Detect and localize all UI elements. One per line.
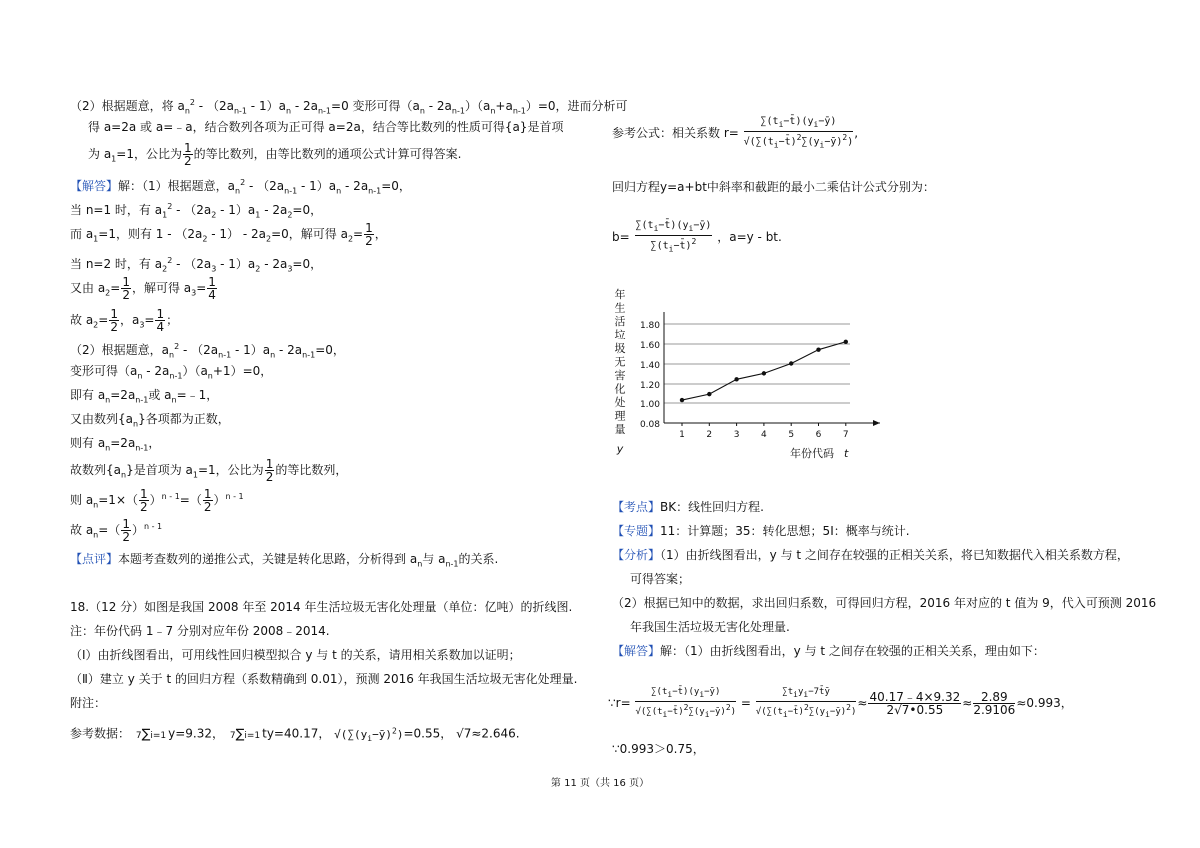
answer-line-9: 即有 $a_n=2a_{n-1}$或 $a_n=﹣1$，	[70, 388, 219, 405]
regression-line: 回归方程y=a+bt中斜率和截距的最小二乘估计公式分别为：	[612, 180, 935, 194]
fenxi-tag: 【分析】	[612, 548, 661, 562]
data-point	[680, 398, 684, 402]
y-axis-title-char: 年	[614, 288, 626, 301]
correlation-calculation: ∵r= $\frac{\sum(t_i-t̄)(y_i-ȳ)}{√(\sum(t_i-t̄)^2\sum(y_i-ȳ)^2)}$ = $\frac{\sum t_iy_i-7t̄ȳ}{√(\sum(t_i-t̄)^2\sum(y_i-ȳ)^2)}$ ≈ $\frac{40.17﹣4\times 9.32}{2√7•0.55}$ ≈ $\frac{2.89}{2.9106}$ ≈0.993，	[608, 687, 1073, 719]
data-point	[844, 340, 848, 344]
answer-line-5: 又由 $a_2=$ $\frac{1}{2}$ ，解可得 $a_3=$ $\frac{1}{4}$	[70, 275, 216, 302]
y-tick-label: 0.08	[639, 420, 660, 430]
x-tick-label: 5	[788, 430, 795, 440]
answer-tag: 【解答】	[70, 179, 119, 193]
x-tick-label: 7	[842, 430, 849, 440]
x-tick-label: 6	[815, 430, 822, 440]
answer-line-10: 又由数列$\{a_n\}$各项都为正数，	[70, 412, 230, 429]
y-axis-title-char: 化	[614, 382, 626, 396]
y-axis-title-char: 圾	[614, 342, 626, 355]
answer-line-2: 当 n=1 时，有 $a_1^2 - (2a_2 - 1)a_1 - 2a_2=0$，	[70, 202, 323, 220]
line-chart	[612, 286, 902, 464]
answer-line-11: 则有 $a_n=2a_{n-1}$，	[70, 436, 161, 453]
zhuanti-line: 【专题】11：计算题；35：转化思想；5I：概率与统计.	[612, 524, 910, 538]
y-axis-title-char: 害	[614, 369, 626, 382]
y-axis-title-char: 处	[614, 396, 626, 409]
kaodian-tag: 【考点】	[612, 500, 661, 514]
y-tick-label: 1.80	[639, 321, 660, 331]
data-point	[816, 347, 820, 351]
question-part-1: （Ⅰ）由折线图看出，可用线性回归模型拟合 y 与 t 的关系，请用相关系数加以证明；	[70, 648, 521, 662]
answer-line-6: 故 $a_2=$ $\frac{1}{2}$ ，$a_3=$ $\frac{1}{4}$ ；	[70, 307, 179, 334]
answer-line-14: 故 $a_n=$（ $\frac{1}{2}$ ）$^{n - 1}$	[70, 517, 163, 544]
y-axis-title-char: 活	[614, 315, 626, 328]
x-tick-label: 4	[761, 430, 767, 440]
question-note: 注：年份代码 1﹣7 分别对应年份 2008﹣2014.	[70, 624, 330, 638]
analysis-line-1: （2）根据题意，将 $a_n^2 - (2a_{n-1} - 1)a_n - 2a_{n-1}=0$ 变形可得$(a_n - 2a_{n-1})(a_n+a_{n-1})=0$，进而分析可	[70, 98, 628, 116]
x-tick-label: 2	[706, 430, 713, 440]
kaodian-line: 【考点】BK：线性回归方程.	[612, 500, 764, 514]
analysis-line-3: 为 $a_1=1$，公比为 $\frac{1}{2}$ 的等比数列，由等比数列的通项公式计算可得答案.	[88, 141, 462, 168]
answer-line-3: 而 $a_1=1$，则有 $1 - (2a_2 - 1) - 2a_2=0$，解可得 $a_2=$ $\frac{1}{2}$ ，	[70, 221, 387, 248]
y-tick-label: 1.20	[639, 381, 660, 391]
series-line	[682, 342, 846, 400]
question-18: 18.（12 分）如图是我国 2008 年至 2014 年生活垃圾无害化处理量（单位：亿吨）的折线图.	[70, 600, 573, 614]
regression-coefficients: b= $\frac{\sum(t_i-t̄)(y_i-ȳ)}{\sum(t_i-t̄)^2}$ ，a=y - bt.	[612, 220, 782, 254]
y-axis-title-char: 垃	[614, 328, 626, 342]
data-point	[789, 361, 793, 365]
data-point	[707, 392, 711, 396]
comment-line: 【点评】本题考查数列的递推公式，关键是转化思路，分析得到 $a_n$与 $a_{n-1}$的关系.	[70, 552, 499, 569]
x-axis-variable: t	[844, 447, 849, 460]
answer-line-1: 【解答】解：（1）根据题意，$a_n^2 - (2a_{n-1} - 1)a_n - 2a_{n-1}=0$，	[70, 178, 411, 196]
y-axis-title-char: 无	[614, 355, 626, 369]
fenxi-line-1: 【分析】（1）由折线图看出，y 与 t 之间存在较强的正相关关系，将已知数据代入相关系数方程，	[612, 548, 1129, 562]
reference-formula: 参考公式：相关系数 r= $\frac{\sum(t_i-t̄)(y_i-ȳ)}{√(\sum(t_i-t̄)^2\sum(y_i-ȳ)^2)}$ ,	[612, 116, 859, 150]
y-axis-variable: y	[616, 442, 624, 456]
answer-line-8: 变形可得$(a_n - 2a_{n-1})(a_n+1)=0$，	[70, 364, 273, 381]
y-tick-label: 1.40	[639, 361, 660, 371]
analysis-line-2: 得 a=2a 或 a=﹣a，结合数列各项为正可得 a=2a，结合等比数列的性质可得{a}是首项	[88, 120, 564, 134]
page-footer: 第 11 页（共 16 页）	[550, 778, 650, 789]
y-tick-label: 1.00	[639, 400, 660, 410]
data-point	[762, 371, 766, 375]
y-axis-title-char: 量	[614, 423, 626, 436]
appendix-label: 附注：	[70, 696, 107, 710]
comment-tag: 【点评】	[70, 552, 119, 566]
fenxi-line-3: （2）根据已知中的数据，求出回归系数，可得回归方程，2016 年对应的 t 值为 9，代入可预测 2016	[612, 596, 1157, 610]
x-tick-label: 1	[679, 430, 685, 440]
y-tick-label: 1.60	[639, 341, 660, 351]
fenxi-line-2: 可得答案；	[630, 572, 691, 586]
jieda-tag: 【解答】	[612, 644, 661, 658]
answer-line-13: 则 $a_n=1\times$（ $\frac{1}{2}$ ）$^{n - 1}$=（ $\frac{1}{2}$ ）$^{n - 1}$	[70, 487, 244, 514]
x-tick-label: 3	[733, 430, 740, 440]
answer-line-12: 故数列$\{a_n\}$是首项为 $a_1=1$，公比为 $\frac{1}{2}$ 的等比数列，	[70, 457, 348, 484]
data-point	[734, 377, 738, 381]
y-axis-title-char: 生	[614, 301, 626, 315]
question-part-2: （Ⅱ）建立 y 关于 t 的回归方程（系数精确到 0.01），预测 2016 年我国生活垃圾无害化处理量.	[70, 672, 578, 686]
zhuanti-tag: 【专题】	[612, 524, 661, 538]
answer-line-7: （2）根据题意，$a_n^2 - (2a_{n-1} - 1)a_n - 2a_{n-1}=0$，	[70, 342, 345, 360]
answer-line-4: 当 n=2 时，有 $a_2^2 - (2a_3 - 1)a_2 - 2a_3=0$，	[70, 256, 323, 274]
y-axis-title-char: 理	[614, 409, 626, 423]
x-axis-arrow	[873, 420, 880, 426]
fenxi-line-4: 年我国生活垃圾无害化处理量.	[630, 620, 790, 634]
jieda-line-1: 【解答】解：（1）由折线图看出，y 与 t 之间存在较强的正相关关系，理由如下：	[612, 644, 1045, 658]
conclusion-line: ∵0.993＞0.75，	[612, 742, 705, 756]
reference-data: 参考数据： 7∑i=1 y=9.32， 7∑i=1 ty=40.17， $√(\sum(y_i-ȳ)^2)=0.55$， √7≈2.646.	[70, 726, 520, 743]
x-axis-title: 年份代码	[790, 447, 834, 460]
